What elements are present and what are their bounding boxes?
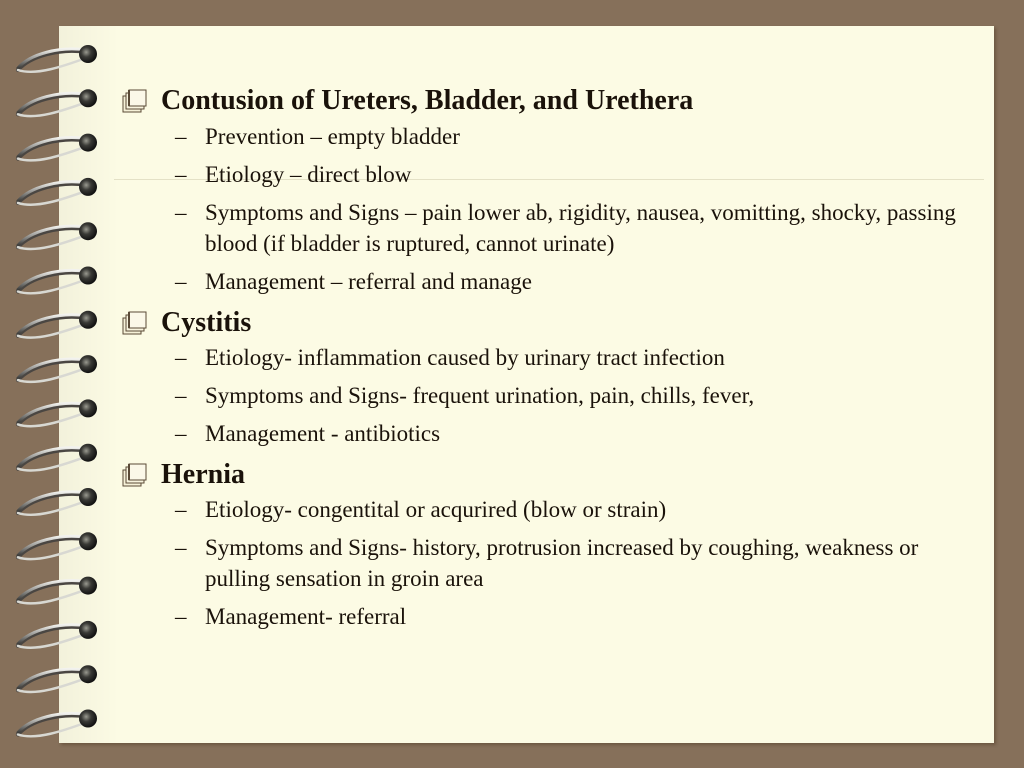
list-item-text: Management – referral and manage [205,269,532,294]
list-item-text: Management- referral [205,604,407,629]
binding-ring [18,577,97,604]
dash-marker: – [175,383,187,408]
list-item [120,601,975,632]
dash-marker: – [175,535,187,560]
list-item-text: Symptoms and Signs – pain lower ab, rigidity, nausea, vomitting, shocky, passing blood (if bladder is ruptured, cannot urinate) [205,200,956,256]
binding-ring [18,355,97,382]
list-item [120,266,975,297]
section-hernia [120,456,980,632]
section-heading: Cystitis [161,307,252,338]
spiral-binding [0,0,110,768]
list-item [120,418,975,449]
list-item-text: Etiology- inflammation caused by urinary tract infection [205,345,725,370]
binding-ring [18,178,97,205]
list-item-text: Prevention – empty bladder [205,124,460,149]
section-contusion [120,82,980,297]
binding-ring [18,134,97,161]
binding-ring [18,488,97,515]
binding-ring [18,444,97,471]
dash-marker: – [175,421,187,446]
dash-marker: – [175,345,187,370]
slide-content [120,82,980,639]
list-item [120,197,975,259]
book-icon [120,462,148,488]
list-item [120,121,975,152]
binding-ring [18,532,97,559]
dash-marker: – [175,162,187,187]
dash-marker: – [175,200,187,225]
binding-ring [18,665,97,692]
sub-list [120,494,980,632]
list-item-text: Etiology- congentital or acqurired (blow or strain) [205,497,667,522]
sub-list [120,121,980,297]
binding-ring [18,311,97,338]
list-item [120,494,975,525]
binding-ring [18,222,97,249]
section-heading: Hernia [161,459,245,490]
bullet-row [120,304,980,342]
section-heading: Contusion of Ureters, Bladder, and Urethera [161,85,694,116]
list-item-text: Etiology – direct blow [205,162,412,187]
binding-ring [18,399,97,426]
book-icon [120,310,148,336]
bullet-row [120,82,980,120]
binding-ring [18,621,97,648]
list-item [120,342,975,373]
book-icon [120,88,148,114]
binding-ring [18,267,97,294]
list-item [120,159,975,190]
bullet-row [120,456,980,494]
list-item-text: Management - antibiotics [205,421,441,446]
dash-marker: – [175,604,187,629]
list-item-text: Symptoms and Signs- frequent urination, pain, chills, fever, [205,383,755,408]
binding-ring [18,710,97,737]
sub-list [120,342,980,449]
dash-marker: – [175,124,187,149]
dash-marker: – [175,269,187,294]
dash-marker: – [175,497,187,522]
list-item [120,380,975,411]
list-item [120,532,975,594]
section-cystitis [120,304,980,449]
binding-ring [18,45,97,72]
list-item-text: Symptoms and Signs- history, protrusion increased by coughing, weakness or pulling sensation in groin area [205,535,919,591]
binding-ring [18,89,97,116]
